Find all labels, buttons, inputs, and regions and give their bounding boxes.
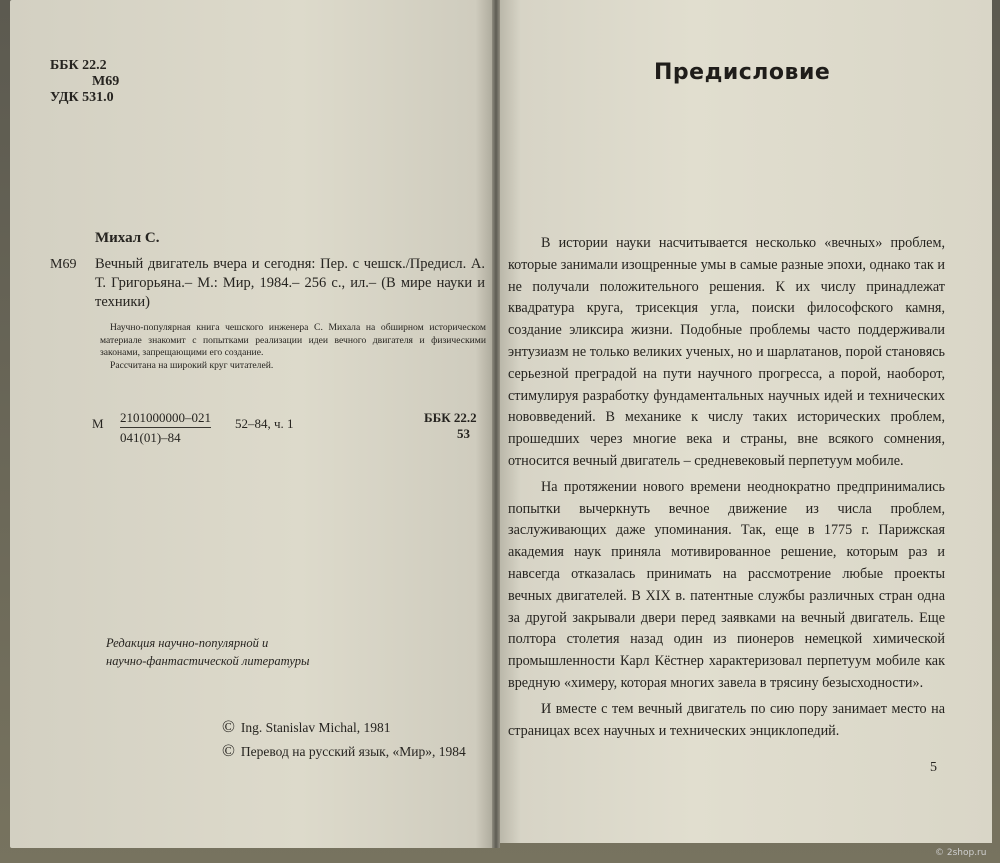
index-fraction xyxy=(120,410,211,446)
author-name: Михал С. xyxy=(95,230,160,246)
copyright-text: Перевод на русский язык, «Мир», 1984 xyxy=(240,744,466,759)
index-extra: 52–84, ч. 1 xyxy=(235,416,294,431)
book-annotation xyxy=(100,322,486,372)
editorial-line: Редакция научно-популярной и xyxy=(106,636,269,650)
index-numerator: 2101000000–021 xyxy=(120,410,211,428)
site-watermark: © 2shop.ru xyxy=(935,848,987,858)
chapter-title: Предисловие xyxy=(654,60,831,85)
book-gutter xyxy=(492,0,500,848)
editorial-board xyxy=(106,634,309,670)
copyright-original xyxy=(222,717,391,737)
preface-paragraph: На протяжении нового времени неоднократно предпринимались попытки вычеркнуть вечное движение из числа проблем, заслуживающих даже упоминания. Так, еще в 1775 г. Парижская академия наук приняла мотивированное решение, которым раз и навсегда отказалась принимать на рассмотрение любые проекты вечных двигателей. В XIX в. патентные службы различных стран одна за другой закрывали двери перед заявками на вечный двигатель. Еще полтора столетия назад один из пионеров немецкой химической промышленности Карл Кёстнер характеризовал перпетуум мобиле как вредную «химеру, которая многих завела в трясину безысходности». xyxy=(508,478,945,691)
preface-text xyxy=(508,233,945,746)
copyright-translation xyxy=(222,741,466,761)
copyright-text: Ing. Stanislav Michal, 1981 xyxy=(240,720,391,735)
classification-udk: УДК 531.0 xyxy=(50,90,114,105)
preface-paragraph: И вместе с тем вечный двигатель по сию пору занимает место на страницах всех научных и технических энциклопедий. xyxy=(508,700,945,739)
index-letter: М xyxy=(92,416,104,431)
copyright-symbol: © xyxy=(222,717,235,736)
show-through-text xyxy=(190,42,197,72)
annotation-text: Научно-популярная книга чешского инженера С. Михала на обширном историческом материале знакомит с попытками реализации идеи вечного двигателя и физическими законами, запрещающими его создание. xyxy=(100,322,486,358)
catalog-code: М69 xyxy=(50,257,77,272)
annotation-audience: Рассчитана на широкий круг читателей. xyxy=(110,359,274,371)
bibliographic-description: Вечный двигатель вчера и сегодня: Пер. с чешск./Предисл. А. Т. Григорьяна.– М.: Мир, 1984.– 256 с., ил.– (В мире науки и техники) xyxy=(95,256,485,310)
copyright-symbol: © xyxy=(222,741,235,760)
show-through-text xyxy=(130,150,390,180)
preface-paragraph: В истории науки насчитывается несколько «вечных» проблем, которые занимали изощренные умы в самые разные эпохи, однако так и не получали положительного решения. К их числу принадлежат квадратура круга, трисекция угла, поиски философского камня, создание эликсира жизни. Подобные проблемы часто поддерживали энтузиазм не только великих ученых, но и шарлатанов, порой становясь серьезной преградой на пути научного прогресса, а порой, наоборот, стимулируя разработку фундаментальных научных идей и технических нововведений. В механике к числу таких исторических проблем, прошедших через многие века и страны, вне всякого сомнения, относится вечный двигатель – средневековый перпетуум мобиле. xyxy=(508,235,945,469)
page-number: 5 xyxy=(930,760,937,775)
index-bbk-sub: 53 xyxy=(457,426,470,441)
index-denominator: 041(01)–84 xyxy=(120,430,181,445)
editorial-line: научно-фантастической литературы xyxy=(106,654,310,668)
classification-code: М69 xyxy=(92,74,120,89)
index-bbk: ББК 22.2 xyxy=(424,410,477,425)
classification-bbk: ББК 22.2 xyxy=(50,58,107,73)
